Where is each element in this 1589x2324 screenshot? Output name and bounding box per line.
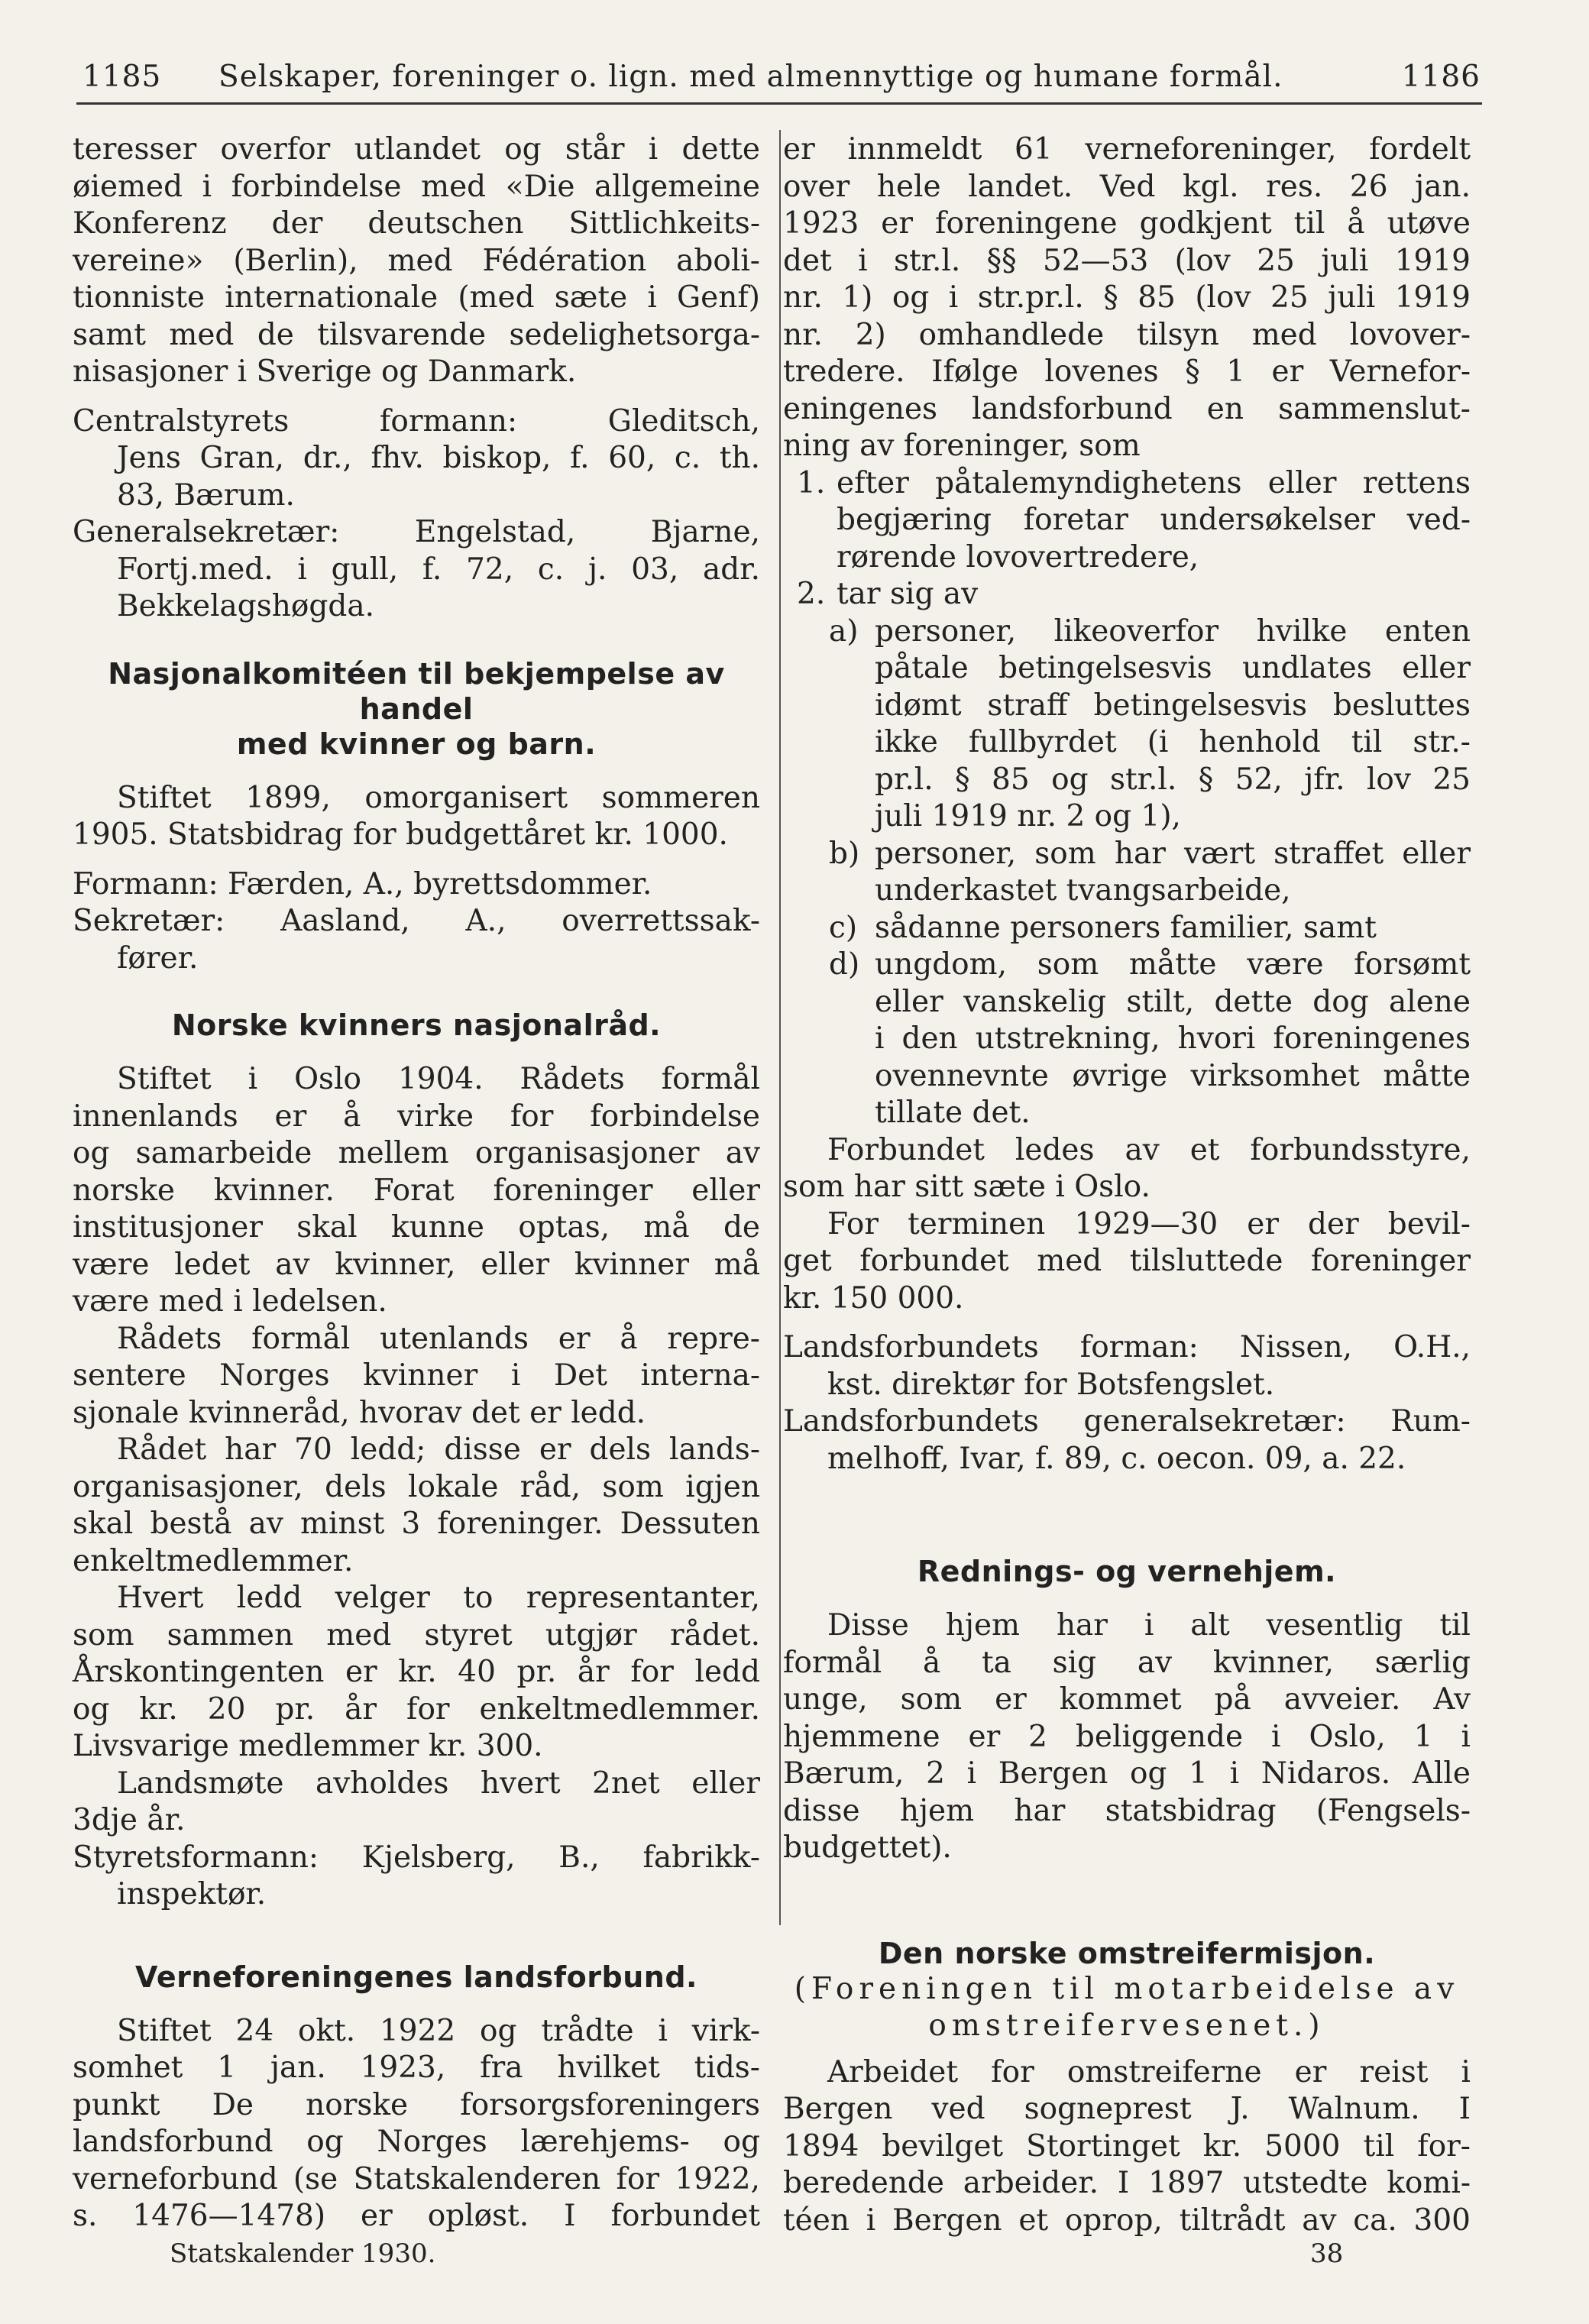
footer-signature-number: 38 bbox=[1310, 2238, 1344, 2269]
section-omstreifermisjon bbox=[783, 1936, 1471, 2240]
page-header bbox=[83, 60, 1481, 102]
text-line: enkeltmedlemmer. bbox=[73, 1543, 354, 1578]
text-line: Konferenz der deutschen Sittlichkeits- bbox=[73, 206, 760, 241]
text-line: Landsforbundets forman: Nissen, O.H., bbox=[783, 1330, 1471, 1364]
terminen-paragraph bbox=[783, 1206, 1471, 1318]
text-line: som sammen med styret utgjør rådet. bbox=[73, 1617, 760, 1652]
text-line: begjæring foretar undersøkelser ved- bbox=[837, 503, 1471, 537]
continued-paragraph bbox=[783, 131, 1471, 465]
text-line: s. 1476—1478) er opløst. I forbundet bbox=[73, 2199, 760, 2233]
text-line: landsforbund og Norges lærehjems- og bbox=[73, 2125, 760, 2159]
text-line: det i str.l. §§ 52—53 (lov 25 juli 1919 bbox=[783, 243, 1471, 278]
text-line: Hvert ledd velger to representanter, bbox=[117, 1581, 760, 1615]
text-line: budgettet). bbox=[783, 1830, 952, 1865]
text-line: pr.l. § 85 og str.l. § 52, jfr. lov 25 bbox=[875, 762, 1471, 797]
page-number-right: 1186 bbox=[1401, 60, 1481, 94]
text-line: ovennevnte øvrige virksomhet måtte bbox=[875, 1058, 1471, 1093]
text-line: nr. 1) og i str.pr.l. § 85 (lov 25 juli 1919 bbox=[783, 280, 1471, 315]
column-divider bbox=[779, 130, 781, 1925]
text-line: Landsmøte avholdes hvert 2net eller bbox=[117, 1766, 760, 1801]
section-nasjonalkomiteen bbox=[73, 656, 760, 978]
sub-list-item bbox=[783, 836, 1471, 910]
text-line: vereine» (Berlin), med Fédération aboli- bbox=[73, 243, 760, 278]
text-line: teresser overfor utlandet og står i dette bbox=[73, 132, 760, 167]
text-line: skal bestå av minst 3 foreninger. Dessuten bbox=[73, 1507, 760, 1541]
text-line: unge, som er kommet på avveier. Av bbox=[783, 1682, 1471, 1717]
section-heading: Norske kvinners nasjonalråd. bbox=[171, 1008, 662, 1042]
list-marker: a) bbox=[829, 613, 859, 649]
text-line: Arbeidet for omstreiferne er reist i bbox=[827, 2054, 1471, 2089]
section-heading: Nasjonalkomitéen til bekjempelse av handel bbox=[108, 656, 725, 726]
text-line: efter påtalemyndighetens eller rettens bbox=[837, 465, 1471, 500]
text-line: samt med de tilsvarende sedelighetsorga- bbox=[73, 317, 760, 352]
text-line: som har sitt sæte i Oslo. bbox=[783, 1170, 1150, 1204]
list-item bbox=[783, 576, 1471, 613]
sub-list-item bbox=[783, 947, 1471, 1132]
footer-source: Statskalender 1930. bbox=[170, 2238, 436, 2269]
text-line: Bærum, 2 i Bergen og 1 i Nidaros. Alle bbox=[783, 1756, 1471, 1791]
text-line: norske kvinner. Forat foreninger eller bbox=[73, 1173, 760, 1208]
section-subheading: (Foreningen til motarbeidelse av bbox=[794, 1971, 1460, 2006]
text-line: påtale betingelsesvis undlates eller bbox=[875, 651, 1471, 685]
text-line: Stiftet 24 okt. 1922 og trådte i virk- bbox=[117, 2013, 760, 2048]
text-line: beredende arbeider. I 1897 utstedte komi- bbox=[783, 2166, 1471, 2200]
section-verneforeningenes bbox=[73, 1960, 760, 2235]
text-line: Styretsformann: Kjelsberg, B., fabrikk- bbox=[73, 1840, 760, 1875]
text-line: Jens Gran, dr., fhv. biskop, f. 60, c. th. bbox=[117, 441, 760, 475]
text-line: 83, Bærum. bbox=[117, 477, 295, 513]
text-line: 1905. Statsbidrag for budgettåret kr. 1000. bbox=[73, 817, 728, 852]
text-line: idømt straff betingelsesvis besluttes bbox=[875, 688, 1471, 723]
text-line: Årskontingenten er kr. 40 pr. år for ledd bbox=[73, 1655, 760, 1689]
header-rule bbox=[76, 102, 1482, 105]
section-heading: Rednings- og vernehjem. bbox=[917, 1555, 1337, 1588]
right-column bbox=[783, 131, 1471, 2239]
text-line: sentere Norges kvinner i Det interna- bbox=[73, 1358, 760, 1393]
text-line: Bergen ved sogneprest J. Walnum. I bbox=[783, 2092, 1471, 2126]
list-marker: c) bbox=[829, 910, 858, 945]
text-line: tar sig av bbox=[837, 577, 979, 611]
text-line: er innmeldt 61 verneforeninger, fordelt bbox=[783, 132, 1471, 167]
text-line: øiemed i forbindelse med «Die allgemeine bbox=[73, 169, 760, 204]
text-line: get forbundet med tilsluttede foreninger bbox=[783, 1244, 1471, 1278]
text-line: tredere. Ifølge lovenes § 1 er Vernefor- bbox=[783, 354, 1471, 389]
text-line: Centralstyrets formann: Gleditsch, bbox=[73, 403, 760, 439]
text-line: verneforbund (se Statskalenderen for 1922, bbox=[73, 2161, 760, 2196]
text-line: Fortj.med. i gull, f. 72, c. j. 03, adr. bbox=[117, 552, 760, 587]
text-line: ungdom, som måtte være forsømt bbox=[875, 947, 1471, 982]
generalsekretaer-entry bbox=[73, 514, 760, 626]
list-marker: b) bbox=[829, 836, 860, 871]
text-line: Rådets formål utenlands er å repre- bbox=[117, 1321, 760, 1356]
sub-list-item bbox=[783, 613, 1471, 836]
page-number-left: 1185 bbox=[83, 60, 162, 94]
text-line: eningenes landsforbund en sammenslut- bbox=[783, 391, 1471, 426]
list-marker: 1. bbox=[797, 465, 826, 500]
list-item bbox=[783, 465, 1471, 577]
text-line: og samarbeide mellem organisasjoner av bbox=[73, 1136, 760, 1170]
text-line: nr. 2) omhandlede tilsyn med lovover- bbox=[783, 317, 1471, 352]
text-line: underkastet tvangsarbeide, bbox=[875, 873, 1291, 908]
text-line: 3dje år. bbox=[73, 1803, 186, 1837]
text-line: være ledet av kvinner, eller kvinner må bbox=[73, 1247, 760, 1282]
section-heading: Verneforeningenes landsforbund. bbox=[135, 1960, 697, 1994]
sub-list-item bbox=[783, 910, 1471, 947]
text-line: fører. bbox=[117, 940, 199, 976]
text-line: i den utstrekning, hvori foreningenes bbox=[875, 1021, 1471, 1056]
list-marker: d) bbox=[829, 947, 860, 982]
running-title: Selskaper, foreninger o. lign. med almennyttige og humane formål. bbox=[218, 60, 1283, 94]
centralstyret-entry bbox=[73, 403, 760, 515]
text-line: Livsvarige medlemmer kr. 300. bbox=[73, 1729, 543, 1763]
text-line: téen i Bergen et oprop, tiltrådt av ca. 300 bbox=[783, 2203, 1471, 2238]
text-line: eller vanskelig stilt, dette dog alene bbox=[875, 984, 1471, 1019]
text-line: tillate det. bbox=[875, 1096, 1031, 1130]
text-line: og kr. 20 pr. år for enkeltmedlemmer. bbox=[73, 1691, 760, 1727]
text-line: kst. direktør for Botsfengslet. bbox=[827, 1367, 1275, 1402]
text-line: hjemmene er 2 beliggende i Oslo, 1 i bbox=[783, 1719, 1471, 1754]
formann-line: Formann: Færden, A., byrettsdommer. bbox=[73, 866, 652, 901]
section-heading: med kvinner og barn. bbox=[236, 727, 597, 761]
text-line: ning av foreninger, som bbox=[783, 429, 1141, 463]
section-heading: Den norske omstreifermisjon. bbox=[878, 1936, 1376, 1970]
list-marker: 2. bbox=[797, 577, 826, 611]
formann-entry bbox=[783, 1329, 1471, 1403]
section-rednings-vernehjem bbox=[783, 1554, 1471, 1867]
text-line: For terminen 1929—30 er der bevil- bbox=[827, 1206, 1471, 1241]
text-line: somhet 1 jan. 1923, fra hvilket tids- bbox=[73, 2050, 760, 2085]
text-line: over hele landet. Ved kgl. res. 26 jan. bbox=[783, 169, 1471, 204]
text-line: ikke fullbyrdet (i henhold til str.- bbox=[875, 725, 1471, 759]
text-line: juli 1919 nr. 2 og 1), bbox=[875, 799, 1181, 833]
text-line: personer, som har vært straffet eller bbox=[875, 836, 1471, 871]
text-line: sådanne personers familier, samt bbox=[875, 910, 1377, 945]
forbundet-paragraph bbox=[783, 1132, 1471, 1206]
text-line: Disse hjem har i alt vesentlig til bbox=[827, 1608, 1471, 1643]
text-line: inspektør. bbox=[117, 1877, 267, 1911]
text-line: Stiftet 1899, omorganisert sommeren bbox=[117, 780, 760, 815]
text-line: innenlands er å virke for forbindelse bbox=[73, 1099, 760, 1134]
text-line: disse hjem har statsbidrag (Fengsels- bbox=[783, 1793, 1471, 1828]
text-line: Generalsekretær: Engelstad, Bjarne, bbox=[73, 515, 760, 549]
text-line: personer, likeoverfor hvilke enten bbox=[875, 613, 1471, 649]
text-line: 1894 bevilget Stortinget kr. 5000 til for- bbox=[783, 2128, 1471, 2164]
text-line: Bekkelagshøgda. bbox=[117, 589, 374, 623]
text-line: nisasjoner i Sverige og Danmark. bbox=[73, 354, 577, 389]
text-line: være med i ledelsen. bbox=[73, 1284, 387, 1319]
text-line: formål å ta sig av kvinner, særlig bbox=[783, 1645, 1471, 1680]
text-line: Stiftet i Oslo 1904. Rådets formål bbox=[117, 1062, 760, 1096]
text-line: Sekretær: Aasland, A., overrettssak- bbox=[73, 904, 760, 938]
section-subheading: omstreifervesenet.) bbox=[928, 2008, 1325, 2043]
text-line: Forbundet ledes av et forbundsstyre, bbox=[827, 1132, 1471, 1167]
text-line: Landsforbundets generalsekretær: Rum- bbox=[783, 1404, 1471, 1439]
text-line: Rådet har 70 ledd; disse er dels lands- bbox=[117, 1432, 760, 1467]
text-line: punkt De norske forsorgsforeningers bbox=[73, 2087, 760, 2122]
generalsekretaer-entry bbox=[783, 1403, 1471, 1478]
text-line: tionniste internationale (med sæte i Genf) bbox=[73, 280, 760, 315]
section-kvinners-nasjonalrad bbox=[73, 1008, 760, 1914]
text-line: kr. 150 000. bbox=[783, 1280, 964, 1316]
text-line: sjonale kvinneråd, hvorav det er ledd. bbox=[73, 1395, 646, 1430]
left-column bbox=[73, 131, 760, 2235]
text-line: rørende lovovertredere, bbox=[837, 539, 1199, 575]
text-line: 1923 er foreningene godkjent til å utøve bbox=[783, 206, 1471, 241]
text-line: organisasjoner, dels lokale råd, som igjen bbox=[73, 1469, 760, 1504]
text-line: institusjoner skal kunne optas, må de bbox=[73, 1210, 760, 1245]
text-line: melhoff, Ivar, f. 89, c. oecon. 09, a. 22. bbox=[827, 1441, 1406, 1476]
intro-paragraph bbox=[73, 131, 760, 391]
